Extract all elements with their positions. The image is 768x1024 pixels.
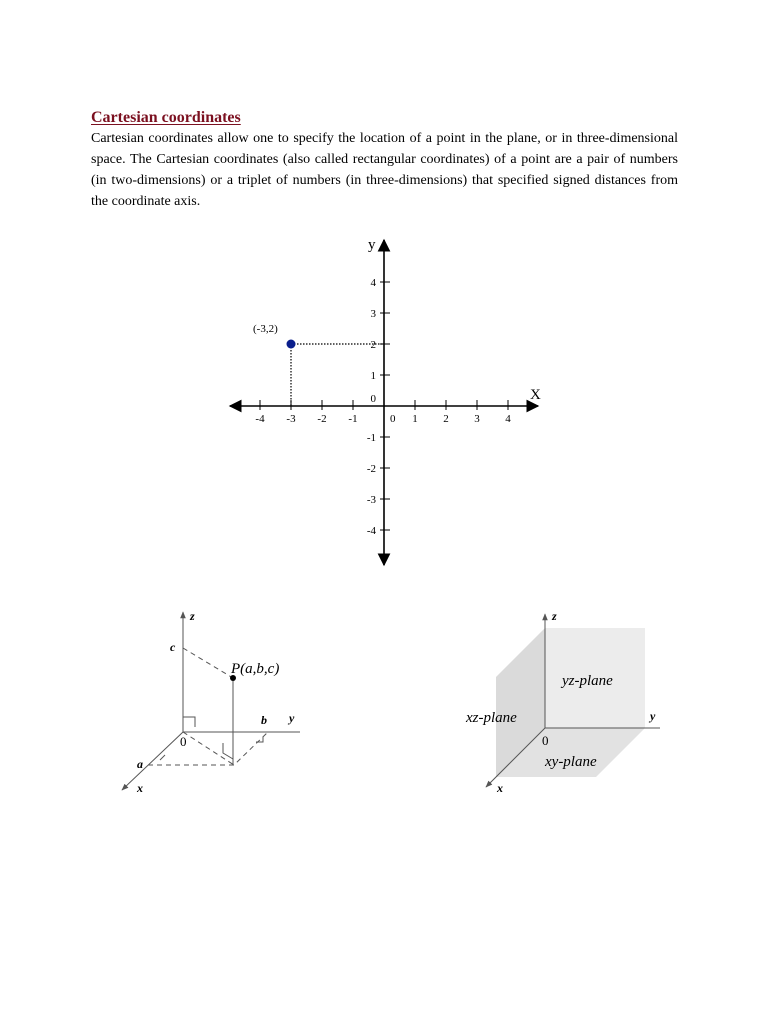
y-tick-label: -4 [366, 525, 376, 537]
origin-label: 0 [180, 734, 187, 749]
x-axis-label: X [530, 387, 541, 403]
x-tick-label: 3 [474, 413, 480, 425]
y-axis-label: y [368, 237, 376, 253]
x-label: x [497, 781, 503, 795]
x-tick-label: -3 [286, 413, 296, 425]
y-tick-label: -3 [366, 494, 376, 506]
z-label: z [552, 609, 557, 623]
y-tick-label: 4 [370, 277, 376, 289]
x-tick-label: 2 [443, 413, 449, 425]
yz-plane-label: yz-plane [562, 673, 613, 689]
c-label: c [170, 640, 176, 654]
xy-plane-label: xy-plane [545, 754, 597, 770]
z-label: z [190, 609, 195, 623]
y-label: y [289, 711, 295, 725]
x-tick-label: -4 [255, 413, 265, 425]
xz-plane-label: xz-plane [466, 710, 517, 726]
origin-label: 0 [542, 733, 549, 748]
y-tick-label: 2 [370, 339, 376, 351]
x-tick-label: -1 [348, 413, 358, 425]
x-label: x [137, 781, 143, 795]
x-tick-label: -2 [317, 413, 327, 425]
x-tick-label: 0 [390, 413, 396, 425]
y-tick-label: 3 [370, 308, 376, 320]
x-tick-label: 4 [505, 413, 511, 425]
y-label: y [650, 709, 656, 723]
section-heading: Cartesian coordinates [91, 109, 241, 126]
x-tick-label: 1 [412, 413, 418, 425]
point-label: (-3,2) [253, 323, 278, 335]
y-tick-label: 0 [370, 393, 376, 405]
y-tick-label: -1 [366, 432, 376, 444]
y-tick-label: -2 [366, 463, 376, 475]
a-label: a [137, 757, 143, 771]
b-label: b [261, 713, 267, 727]
intro-paragraph: Cartesian coordinates allow one to specify the location of a point in the plane, or in three-dimensional space. The Cartesian coordinates (also called rectangular coordinates) of a point are a pair of numbers (in two-dimensions) or a triplet of numbers (in three-dimensions) that specified signed distances from the coordinate axis. [91, 131, 678, 209]
point-p-label: P(a,b,c) [231, 661, 280, 677]
y-tick-label: 1 [370, 370, 376, 382]
